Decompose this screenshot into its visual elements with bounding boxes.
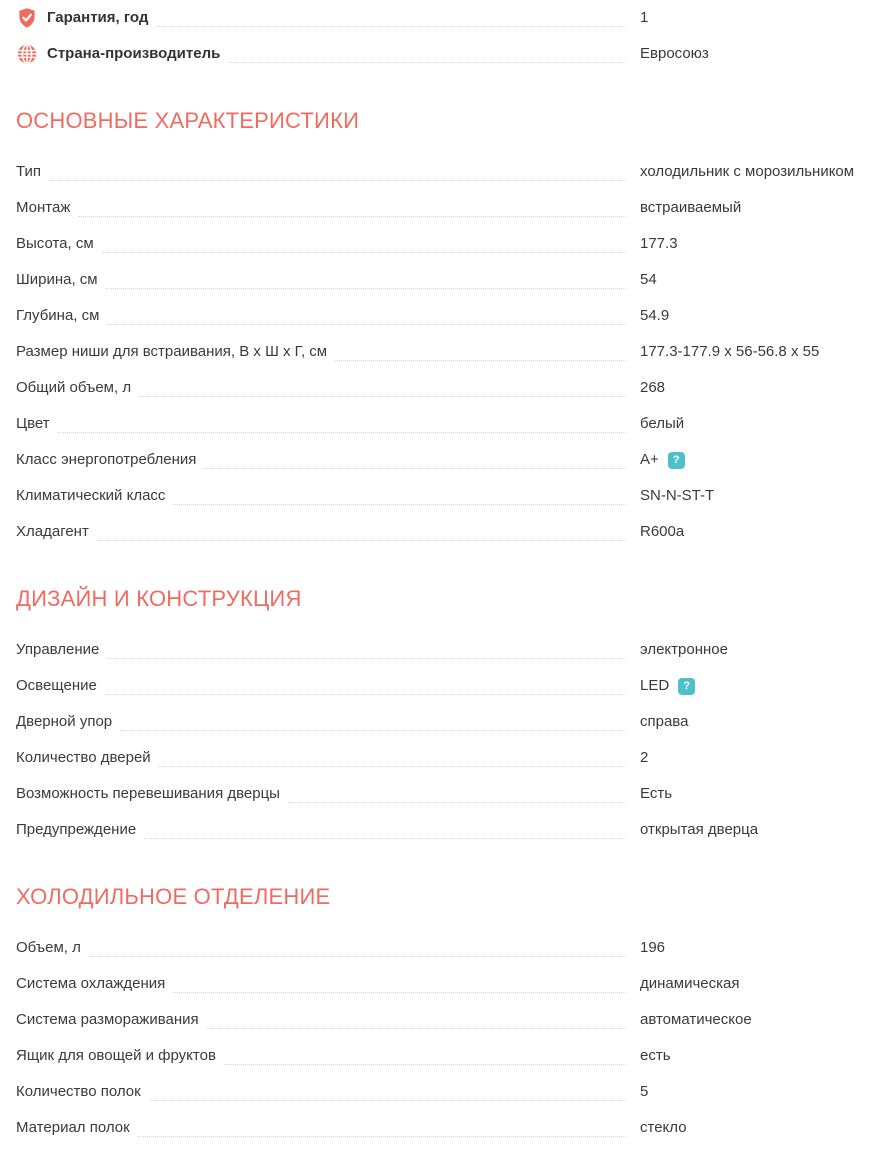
dotted-leader xyxy=(204,468,626,469)
spec-row xyxy=(16,740,877,776)
dotted-leader xyxy=(78,216,626,217)
spec-row xyxy=(16,370,877,406)
dotted-leader xyxy=(224,1064,626,1065)
spec-label: Дверной упор xyxy=(16,713,113,730)
spec-label: Материал полок xyxy=(16,1119,130,1136)
spec-value-text: 196 xyxy=(640,939,666,956)
globe-icon xyxy=(16,43,38,65)
dotted-leader xyxy=(105,694,626,695)
spec-value xyxy=(640,306,877,326)
spec-value-text: A+ xyxy=(640,451,659,468)
spec-label: Климатический класс xyxy=(16,487,166,504)
spec-label: Количество дверей xyxy=(16,749,151,766)
spec-row xyxy=(16,812,877,848)
spec-row xyxy=(16,668,877,704)
dotted-leader xyxy=(97,540,626,541)
dotted-leader xyxy=(138,1136,626,1137)
spec-label: Класс энергопотребления xyxy=(16,451,197,468)
spec-row xyxy=(16,406,877,442)
dotted-leader xyxy=(159,766,626,767)
spec-row xyxy=(16,514,877,550)
spec-value xyxy=(640,1118,877,1138)
spec-value xyxy=(640,522,877,542)
spec-row xyxy=(16,262,877,298)
spec-value-text: Есть xyxy=(640,785,673,802)
spec-row xyxy=(16,1038,877,1074)
spec-row xyxy=(16,1110,877,1146)
spec-value-text: Евросоюз xyxy=(640,45,709,62)
spec-value xyxy=(640,1010,877,1030)
dotted-leader xyxy=(335,360,626,361)
spec-label: Тип xyxy=(16,163,42,180)
spec-value xyxy=(640,270,877,290)
spec-label: Ширина, см xyxy=(16,271,98,288)
spec-value xyxy=(640,162,877,182)
spec-label: Размер ниши для встраивания, В х Ш х Г, см xyxy=(16,343,328,360)
spec-value-text: 2 xyxy=(640,749,649,766)
spec-value-text: электронное xyxy=(640,641,728,658)
spec-label: Возможность перевешивания дверцы xyxy=(16,785,280,802)
spec-value xyxy=(640,640,877,660)
spec-value xyxy=(640,820,877,840)
dotted-leader xyxy=(107,658,626,659)
spec-value-text: автоматическое xyxy=(640,1011,752,1028)
spec-value-text: R600a xyxy=(640,523,685,540)
spec-value xyxy=(640,8,877,28)
dotted-leader xyxy=(58,432,626,433)
dotted-leader xyxy=(288,802,626,803)
spec-row xyxy=(16,966,877,1002)
spec-value-text: стекло xyxy=(640,1119,687,1136)
spec-row xyxy=(16,930,877,966)
spec-value-text: 54 xyxy=(640,271,657,288)
spec-label: Гарантия, год xyxy=(47,9,149,26)
dotted-leader xyxy=(139,396,626,397)
spec-value-text: 177.3 xyxy=(640,235,678,252)
spec-row xyxy=(16,632,877,668)
spec-label: Монтаж xyxy=(16,199,71,216)
spec-row xyxy=(16,190,877,226)
dotted-leader xyxy=(156,26,626,27)
spec-label: Система размораживания xyxy=(16,1011,199,1028)
shield-check-icon xyxy=(16,7,38,29)
dotted-leader xyxy=(106,288,626,289)
spec-sections xyxy=(16,108,877,1146)
spec-value xyxy=(640,378,877,398)
spec-row xyxy=(16,442,877,478)
spec-value-text: 268 xyxy=(640,379,666,396)
spec-value-text: LED xyxy=(640,677,670,694)
spec-value xyxy=(640,1046,877,1066)
spec-label: Высота, см xyxy=(16,235,94,252)
dotted-leader xyxy=(144,838,626,839)
spec-value xyxy=(640,974,877,994)
dotted-leader xyxy=(173,992,626,993)
spec-row xyxy=(16,1074,877,1110)
spec-value xyxy=(640,676,877,696)
spec-label: Глубина, см xyxy=(16,307,100,324)
dotted-leader xyxy=(228,62,626,63)
spec-label: Ящик для овощей и фруктов xyxy=(16,1047,216,1064)
spec-section xyxy=(16,884,877,1146)
spec-label: Общий объем, л xyxy=(16,379,132,396)
spec-label: Управление xyxy=(16,641,100,658)
spec-value xyxy=(640,1082,877,1102)
dotted-leader xyxy=(173,504,626,505)
spec-value-text: 54.9 xyxy=(640,307,670,324)
spec-label: Цвет xyxy=(16,415,50,432)
spec-row xyxy=(16,154,877,190)
spec-row xyxy=(16,226,877,262)
section-title: ОСНОВНЫЕ ХАРАКТЕРИСТИКИ xyxy=(16,108,360,133)
section-title: ХОЛОДИЛЬНОЕ ОТДЕЛЕНИЕ xyxy=(16,884,331,909)
spec-label: Объем, л xyxy=(16,939,81,956)
spec-value-text: есть xyxy=(640,1047,671,1064)
spec-value xyxy=(640,342,877,362)
spec-value xyxy=(640,486,877,506)
spec-label: Хладагент xyxy=(16,523,89,540)
spec-value-text: 5 xyxy=(640,1083,649,1100)
spec-value-text: белый xyxy=(640,415,685,432)
spec-value xyxy=(640,712,877,732)
help-icon[interactable]: ? xyxy=(678,678,695,695)
spec-section xyxy=(16,586,877,848)
dotted-leader xyxy=(149,1100,626,1101)
spec-value xyxy=(640,450,877,470)
spec-label: Система охлаждения xyxy=(16,975,166,992)
dotted-leader xyxy=(89,956,626,957)
spec-value xyxy=(640,784,877,804)
spec-value-text: открытая дверца xyxy=(640,821,759,838)
spec-value xyxy=(640,938,877,958)
spec-value-text: динамическая xyxy=(640,975,740,992)
dotted-leader xyxy=(102,252,626,253)
spec-value-text: холодильник с морозильником xyxy=(640,163,855,180)
spec-label: Освещение xyxy=(16,677,97,694)
help-icon[interactable]: ? xyxy=(668,452,685,469)
dotted-leader xyxy=(207,1028,626,1029)
spec-label: Количество полок xyxy=(16,1083,141,1100)
spec-row xyxy=(16,36,877,72)
spec-row xyxy=(16,1002,877,1038)
top-specs-list xyxy=(16,0,877,72)
spec-label: Страна-производитель xyxy=(47,45,221,62)
spec-value-text: 1 xyxy=(640,9,649,26)
spec-value xyxy=(640,44,877,64)
spec-value xyxy=(640,414,877,434)
spec-row xyxy=(16,776,877,812)
dotted-leader xyxy=(49,180,626,181)
dotted-leader xyxy=(107,324,626,325)
spec-row xyxy=(16,334,877,370)
spec-value xyxy=(640,234,877,254)
spec-row xyxy=(16,0,877,36)
spec-section xyxy=(16,108,877,550)
spec-row xyxy=(16,298,877,334)
spec-value-text: SN-N-ST-T xyxy=(640,487,715,504)
spec-value-text: справа xyxy=(640,713,689,730)
spec-value-text: 177.3-177.9 х 56-56.8 х 55 xyxy=(640,343,820,360)
spec-row xyxy=(16,478,877,514)
spec-value xyxy=(640,198,877,218)
section-title: ДИЗАЙН И КОНСТРУКЦИЯ xyxy=(16,586,302,611)
spec-value xyxy=(640,748,877,768)
spec-label: Предупреждение xyxy=(16,821,137,838)
spec-value-text: встраиваемый xyxy=(640,199,742,216)
spec-row xyxy=(16,704,877,740)
dotted-leader xyxy=(120,730,626,731)
